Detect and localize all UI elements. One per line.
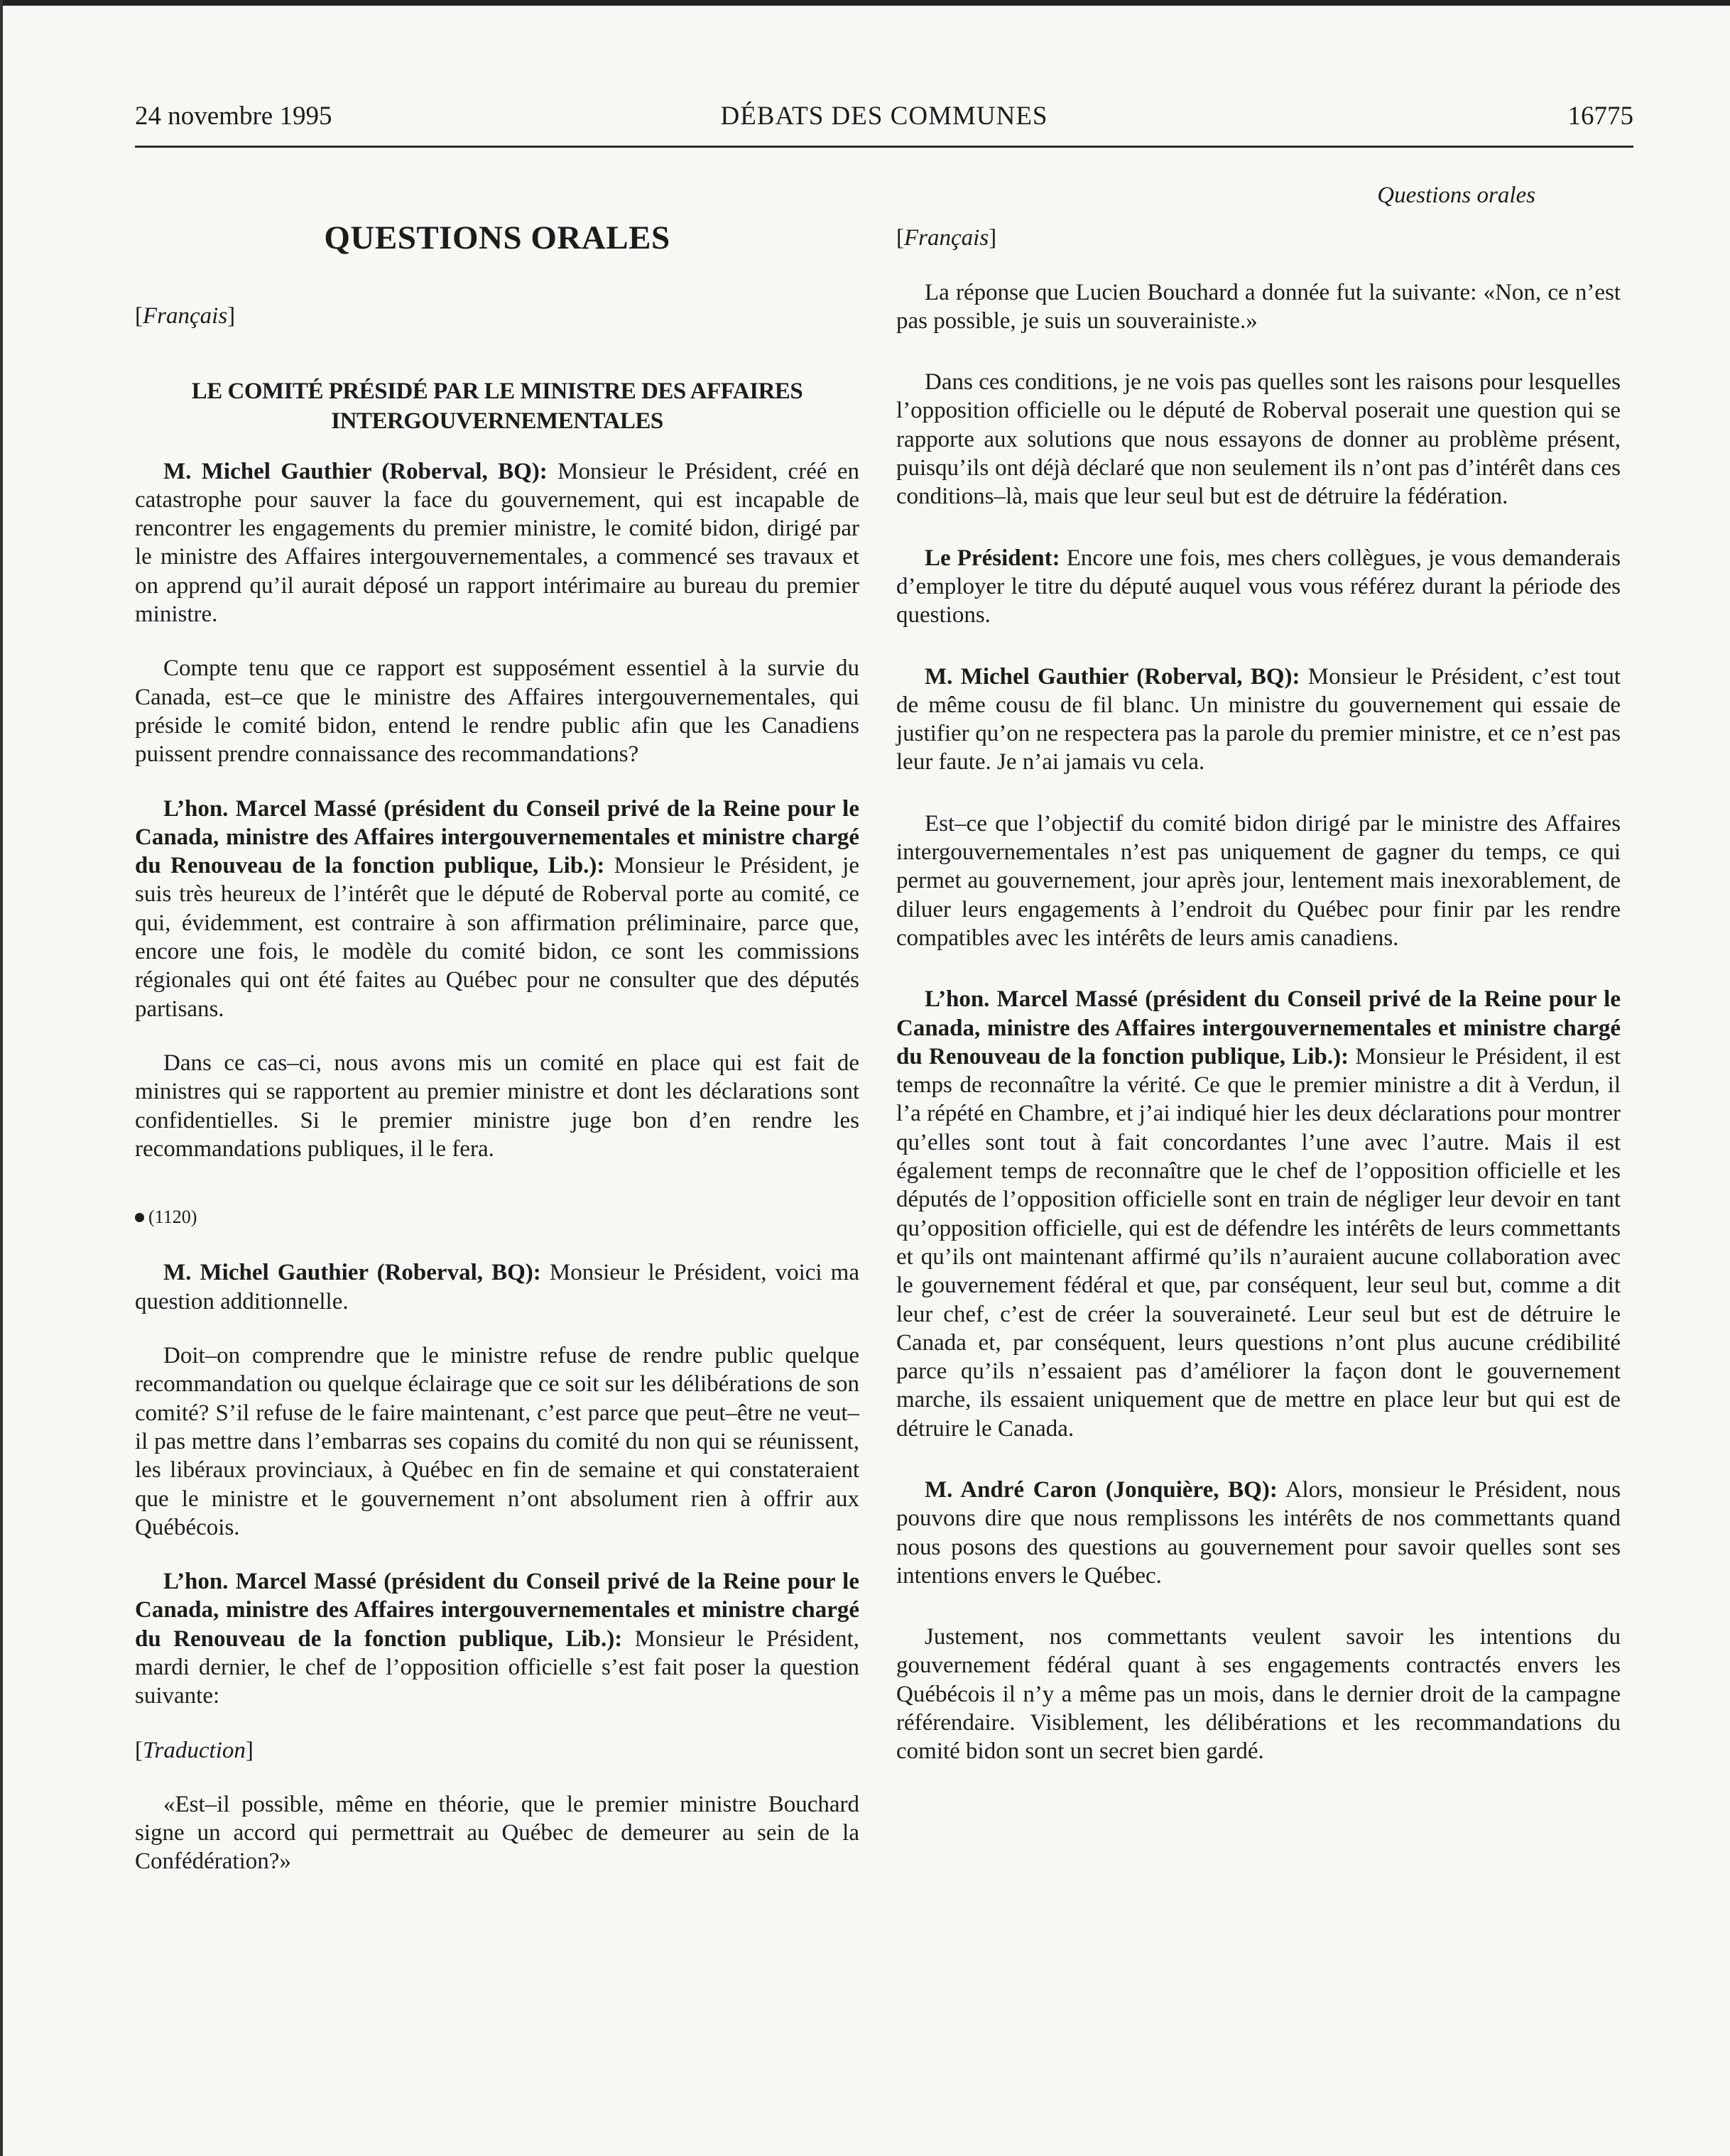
header-title: DÉBATS DES COMMUNES: [720, 102, 1048, 131]
speech-paragraph: La réponse que Lucien Bouchard a donnée fut la suivante: «Non, ce n’est pas possible, je suis un souverainiste.»: [896, 279, 1621, 334]
section-title: QUESTIONS ORALES: [324, 219, 670, 256]
speech-paragraph: Dans ces conditions, je ne vois pas quelles sont les raisons pour lesquelles l’opposition officielle ou le député de Roberval poserait une question qui se rapporte aux solutions que nous essayons de donner au problème présent, puisqu’ils ont déjà déclaré que non seulement ils n’ont pas d’intérêt dans ces conditions–là, mais que leur seul but est de détruire la fédération.: [896, 369, 1621, 510]
language-label: Traduction: [143, 1737, 246, 1763]
right-column: [896, 181, 1621, 1766]
language-tag: [Traduction]: [135, 1737, 254, 1763]
language-label: Français: [904, 225, 989, 251]
speech-paragraph: [896, 544, 1621, 630]
running-head: Questions orales: [1377, 183, 1535, 208]
time-stamp: [135, 1203, 859, 1231]
speech-paragraph: [896, 985, 1621, 1443]
speech-text: Monsieur le Président, créé en catastrophe pour sauver la face du gouvernement, qui est incapable de rencontrer les engagements du premier ministre, le comité bidon, dirigé par le ministre des Affaires intergouvernementales, a commencé ses travaux et on apprend qu’il aurait déposé un rapport intérimaire au bureau du premier ministre.: [135, 458, 859, 628]
speech-paragraph: [135, 457, 859, 629]
speaker-name: L’hon. Marcel Massé (président du Conseil privé de la Reine pour le Canada, ministre des Affaires intergouvernementales et ministre chargé du Renouveau de la fonction publique, Lib.):: [896, 986, 1621, 1069]
speaker-name: M. Michel Gauthier (Roberval, BQ):: [925, 663, 1300, 690]
language-label: Français: [143, 303, 228, 330]
speech-text: Monsieur le Président, je suis très heureux de l’intérêt que le député de Roberval porte au comité, ce qui, évidemment, est contraire à son affirmation préliminaire, parce que, encore une fois, le modèle du comité bidon, ce sont les commissions régionales qui ont été faites au Québec pour ne consulter que des députés partisans.: [135, 853, 860, 1022]
speech-paragraph: [135, 1258, 859, 1316]
speaker-name: M. Michel Gauthier (Roberval, BQ):: [163, 1260, 541, 1286]
topic-heading: LE COMITÉ PRÉSIDÉ PAR LE MINISTRE DES AFFAIRES INTERGOUVERNEMENTALES: [191, 378, 803, 434]
speech-text: Encore une fois, mes chers collègues, je vous demanderais d’employer le titre du député auquel vous vous référez durant la période des questions.: [896, 545, 1621, 628]
language-tag: [Français]: [135, 303, 236, 330]
speaker-name: L’hon. Marcel Massé (président du Conseil privé de la Reine pour le Canada, ministre des Affaires intergouvernementales et ministre chargé du Renouveau de la fonction publique, Lib.):: [135, 795, 859, 879]
speech-paragraph: «Est–il possible, même en théorie, que le premier ministre Bouchard signe un accord qui permettrait au Québec de demeurer au sein de la Confédération?»: [135, 1791, 859, 1875]
header-date: 24 novembre 1995: [135, 102, 332, 131]
scan-left-border: [0, 0, 3, 2156]
page-header: [135, 101, 1633, 141]
speaker-name: M. Michel Gauthier (Roberval, BQ):: [163, 458, 548, 484]
speech-paragraph: Dans ce cas–ci, nous avons mis un comité en place qui est fait de ministres qui se rapportent au premier ministre et dont les déclarations sont confidentielles. Si le premier ministre juge bon d’en rendre les recommandations publiques, il le fera.: [135, 1050, 859, 1162]
header-rule: [135, 146, 1633, 148]
speaker-name: L’hon. Marcel Massé (président du Conseil privé de la Reine pour le Canada, ministre des Affaires intergouvernementales et ministre chargé du Renouveau de la fonction publique, Lib.):: [135, 1569, 859, 1652]
language-tag: [Français]: [896, 225, 997, 251]
speech-text: Monsieur le Président, mardi dernier, le chef de l’opposition officielle s’est fait poser la question suivante:: [135, 1626, 859, 1709]
speech-text: Monsieur le Président, c’est tout de même cousu de fil blanc. Un ministre du gouvernement qui essaie de justifier qu’on ne respectera pas la parole du premier ministre, et ce n’est pas leur faute. Je n’ai jamais vu cela.: [896, 663, 1621, 775]
speech-text: Alors, monsieur le Président, nous pouvons dire que nous remplissons les intérêts de nos commettants quand nous posons des questions au gouvernement pour savoir quelles sont ses intentions envers le Québec.: [896, 1476, 1621, 1589]
speech-paragraph: Est–ce que l’objectif du comité bidon dirigé par le ministre des Affaires intergouvernementales n’est pas uniquement de gagner du temps, ce qui permet au gouvernement, jour après jour, lentement mais inexorablement, de diluer leurs engagements à l’endroit du Québec pour finir par les rendre compatibles avec les intérêts de leurs amis canadiens.: [896, 810, 1621, 951]
speech-paragraph: Justement, nos commettants veulent savoir les intentions du gouvernement fédéral quant à ses engagements contractés envers les Québécois il n’y a même pas un mois, dans le dernier droit de la campagne référendaire. Visiblement, les délibérations et les recommandations du comité bidon sont un secret bien gardé.: [896, 1624, 1621, 1765]
speech-paragraph: [135, 795, 859, 1023]
speech-paragraph: [135, 1567, 859, 1710]
time-label: (1120): [148, 1207, 197, 1228]
speech-paragraph: [896, 663, 1621, 777]
speech-paragraph: Compte tenu que ce rapport est supposément essentiel à la survie du Canada, est–ce que le ministre des Affaires intergouvernementales, qui préside le comité bidon, entend le rendre public afin que les Canadiens puissent prendre connaissance des recommandations?: [135, 655, 859, 768]
speech-text: Monsieur le Président, il est temps de reconnaître la vérité. Ce que le premier ministre a dit à Verdun, il l’a répété en Chambre, et j’ai indiqué hier les deux déclarations pour montrer qu’elles sont tout à fait concordantes l’une avec l’autre. Mais il est également temps de reconnaître que le chef de l’opposition officielle et les députés de l’opposition officielle sont en train de négliger leur devoir en tant qu’opposition officielle, qui est de défendre les intérêts de leurs commettants et qu’ils ont maintenant affirmé qu’ils n’auraient aucune collaboration avec le gouvernement fédéral et que, par conséquent, leur seul but, comme a dit leur chef, c’est de créer la souveraineté. Leur seul but est de détruire le Canada et, par conséquent, leurs questions n’ont plus aucune crédibilité parce qu’ils n’essaient pas d’améliorer la façon dont le gouvernement marche, ils essaient uniquement que de mettre en place leur but qui est de détruire le Canada.: [896, 1043, 1621, 1442]
header-page-number: 16775: [1567, 102, 1633, 131]
speech-paragraph: [896, 1476, 1621, 1590]
speaker-name: Le Président:: [925, 545, 1060, 571]
left-column: [135, 181, 859, 1876]
speech-paragraph: Doit–on comprendre que le ministre refuse de rendre public quelque recommandation ou quelque éclairage que ce soit sur les délibérations de son comité? S’il refuse de le faire maintenant, c’est parce que peut–être ne veut–il pas mettre dans l’embarras ses copains du comité du non qui se réunissent, les libéraux provinciaux, à Québec en fin de semaine et qui constateraient que le ministre et le gouvernement n’ont absolument rien à offrir aux Québécois.: [135, 1343, 859, 1540]
bullet-icon: [135, 1213, 144, 1222]
speech-text: Monsieur le Président, voici ma question additionnelle.: [135, 1260, 859, 1314]
speaker-name: M. André Caron (Jonquière, BQ):: [925, 1476, 1278, 1503]
scan-top-border: [0, 0, 1730, 6]
